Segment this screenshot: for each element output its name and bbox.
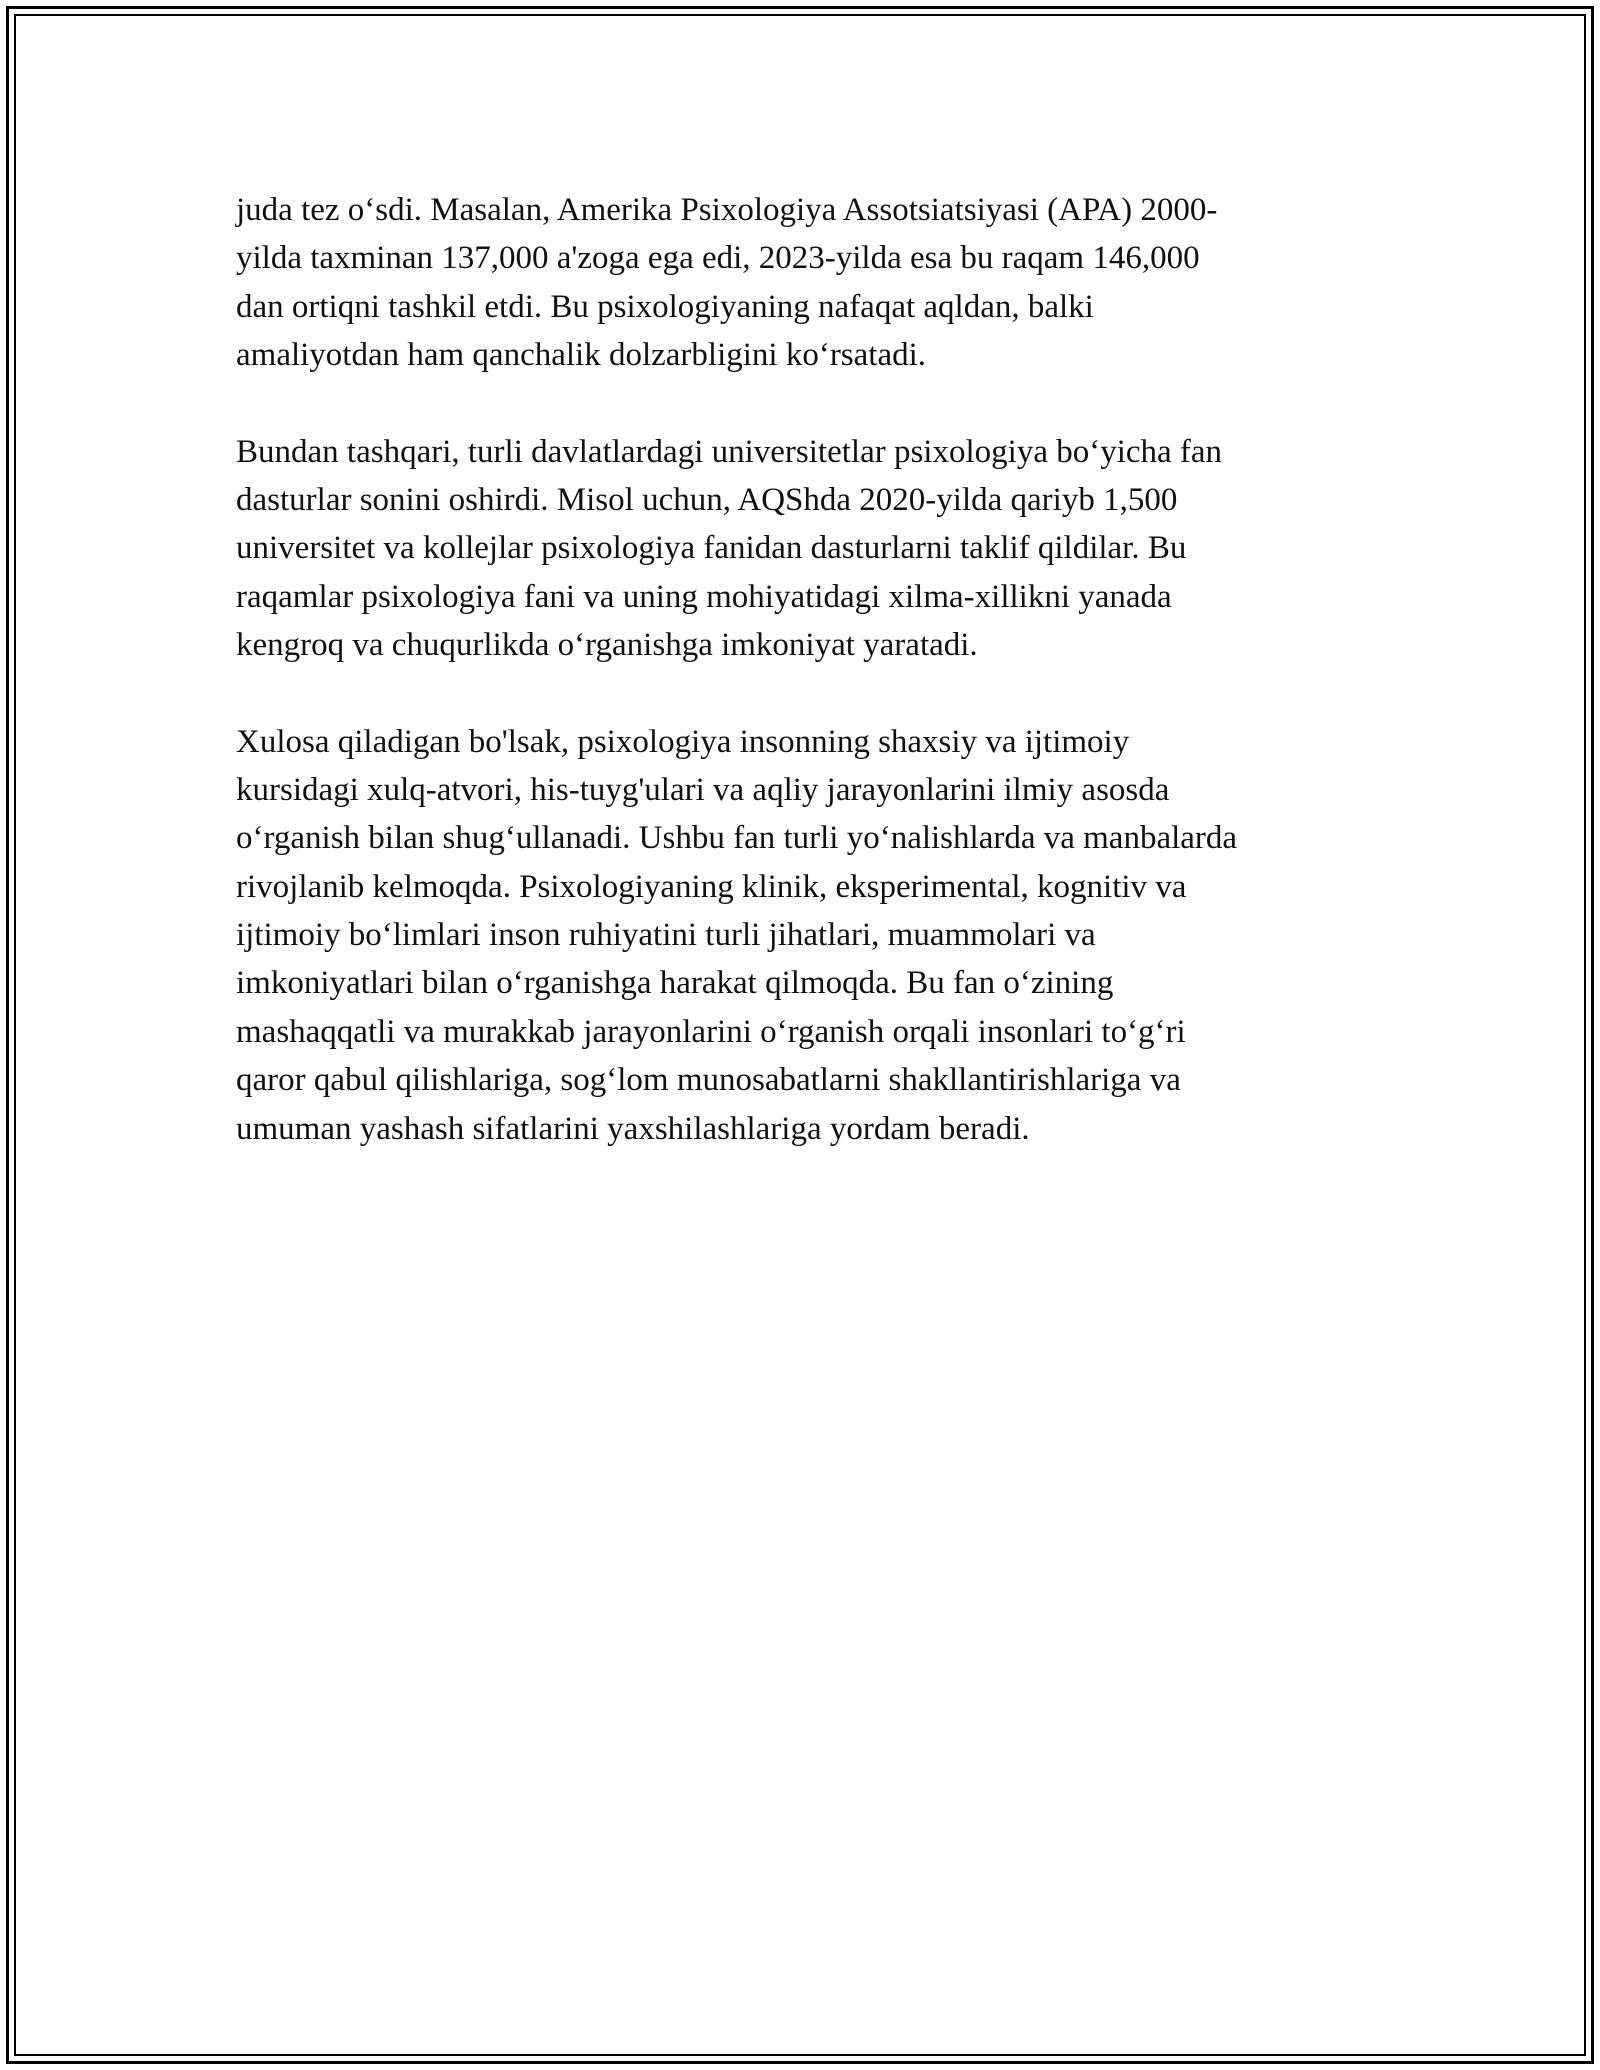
- text-line: universitet va kollejlar psixologiya fanidan dasturlarni taklif qildilar. Bu: [236, 530, 1187, 567]
- text-line: juda tez o‘sdi. Masalan, Amerika Psixologiya Assotsiatsiyasi (APA) 2000-: [236, 192, 1218, 228]
- text-line: Bundan tashqari, turli davlatlardagi universitetlar psixologiya bo‘yicha fan: [236, 433, 1223, 470]
- text-line: kengroq va chuqurlikda o‘rganishga imkoniyat yaratadi.: [236, 627, 978, 664]
- text-line: amaliyotdan ham qanchalik dolzarbligini ko‘rsatadi.: [236, 337, 927, 374]
- text-line: dan ortiqni tashkil etdi. Bu psixologiyaning nafaqat aqldan, balki: [236, 288, 1094, 325]
- text-line: kursidagi xulq-atvori, his-tuyg'ulari va aqliy jarayonlarini ilmiy asosda: [236, 771, 1170, 808]
- paragraph-2: [236, 428, 1366, 670]
- text-line: qaror qabul qilishlariga, sog‘lom munosabatlarni shakllantirishlariga va: [236, 1062, 1181, 1099]
- text-line: rivojlanib kelmoqda. Psixologiyaning klinik, eksperimental, kognitiv va: [236, 868, 1187, 905]
- text-line: dasturlar sonini oshirdi. Misol uchun, AQShda 2020-yilda qariyb 1,500: [236, 481, 1178, 518]
- text-line: umuman yashash sifatlarini yaxshilashlariga yordam beradi.: [236, 1110, 1030, 1147]
- document-body: [236, 186, 1366, 1201]
- text-line: yilda taxminan 137,000 a'zoga ega edi, 2023-yilda esa bu raqam 146,000: [236, 240, 1200, 277]
- paragraph-3: [236, 718, 1366, 1154]
- text-line: Xulosa qiladigan bo'lsak, psixologiya insonning shaxsiy va ijtimoiy: [236, 723, 1130, 760]
- text-line: ijtimoiy bo‘limlari inson ruhiyatini turli jihatlari, muammolari va: [236, 917, 1096, 954]
- paragraph-1: [236, 186, 1366, 380]
- text-line: raqamlar psixologiya fani va uning mohiyatidagi xilma-xillikni yanada: [236, 578, 1172, 615]
- text-line: imkoniyatlari bilan o‘rganishga harakat qilmoqda. Bu fan o‘zining: [236, 965, 1114, 1002]
- text-line: o‘rganish bilan shug‘ullanadi. Ushbu fan turli yo‘nalishlarda va manbalarda: [236, 820, 1238, 857]
- text-line: mashaqqatli va murakkab jarayonlarini o‘rganish orqali insonlari to‘g‘ri: [236, 1013, 1186, 1050]
